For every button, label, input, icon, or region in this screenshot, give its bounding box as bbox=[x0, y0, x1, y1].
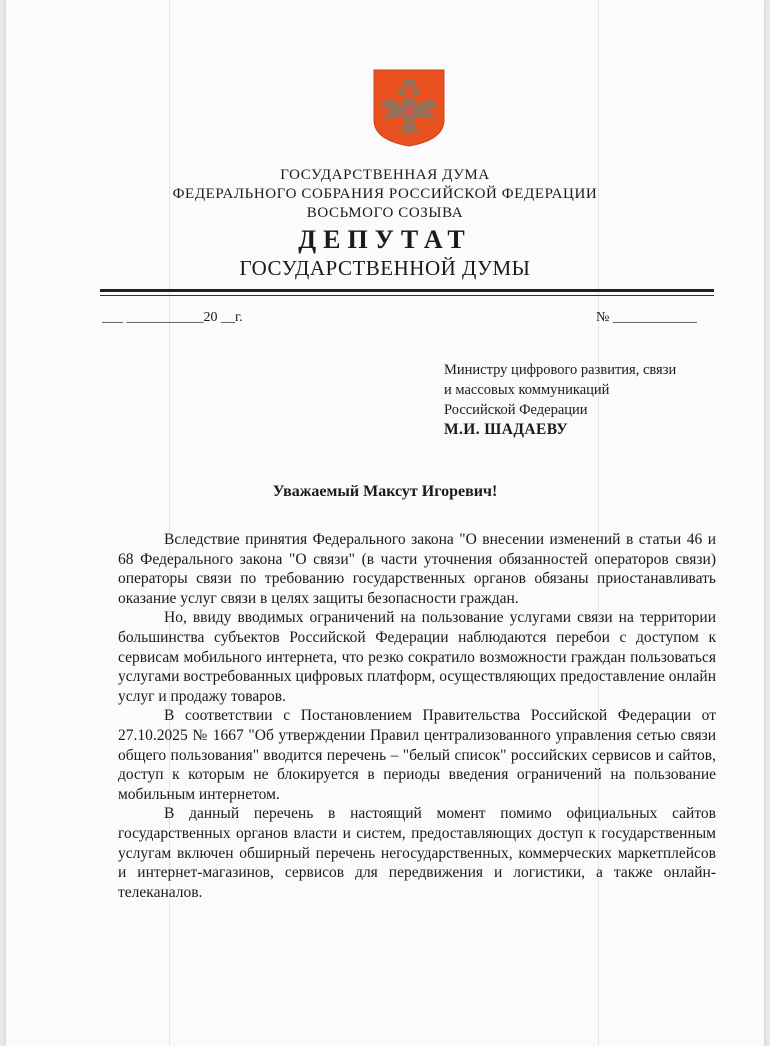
header-divider-thick bbox=[100, 289, 714, 292]
salutation: Уважаемый Максут Игоревич! bbox=[272, 483, 498, 500]
paragraph-1: Вследствие принятия Федерального закона "О внесении изменений в статьи 46 и 68 Федерального закона "О связи" (в части уточнения обязанностей операторов связи) операторы связи по требованию государственных органов обязаны приостанавливать оказание услуг связи в целях защиты безопасности граждан. bbox=[118, 531, 716, 607]
document-subtitle: ГОСУДАРСТВЕННОЙ ДУМЫ bbox=[239, 256, 531, 280]
title-block bbox=[6, 225, 764, 281]
letter-body bbox=[118, 530, 716, 902]
number-field: № ____________ bbox=[596, 310, 697, 325]
addressee-line-1: Министру цифрового развития, связи bbox=[444, 362, 677, 378]
header-line-2: ФЕДЕРАЛЬНОГО СОБРАНИЯ РОССИЙСКОЙ ФЕДЕРАЦИИ bbox=[172, 186, 598, 202]
paragraph-2: Но, ввиду вводимых ограничений на пользование услугами связи на территории большинства субъектов Российской Федерации наблюдаются перебои с доступом к сервисам мобильного интернета, что резко сократило возможности граждан пользоваться услугами востребованных цифровых платформ, осуществляющих предоставление онлайн услуг и продажу товаров. bbox=[118, 609, 716, 705]
addressee-name: М.И. ШАДАЕВУ bbox=[444, 421, 568, 438]
header bbox=[6, 166, 764, 223]
header-line-3: ВОСЬМОГО СОЗЫВА bbox=[306, 205, 464, 221]
paragraph-4: В данный перечень в настоящий момент помимо официальных сайтов государственных органов власти и систем, предоставляющих доступ к государственным услугам включен обширный перечень негосударственных, коммерческих маркетплейсов и интернет-магазинов, сервисов для передвижения и логистики, а также онлайн-телеканалов. bbox=[118, 805, 716, 901]
addressee-block bbox=[444, 360, 734, 440]
addressee-line-3: Российской Федерации bbox=[444, 402, 588, 418]
header-line-1: ГОСУДАРСТВЕННАЯ ДУМА bbox=[280, 167, 490, 183]
date-field: ___ ___________20 __г. bbox=[102, 310, 243, 325]
document-sheet bbox=[6, 0, 764, 1046]
document-title: ДЕПУТАТ bbox=[298, 225, 472, 254]
addressee-line-2: и массовых коммуникаций bbox=[444, 382, 610, 398]
paragraph-3: В соответствии с Постановлением Правительства Российской Федерации от 27.10.2025 № 1667 "Об утверждении Правил централизованного управления сетью связи общего пользования" вводится перечень – "белый список" российских сервисов и сайтов, доступ к которым не блокируется в периоды введения ограничений на пользование мобильным интернетом. bbox=[118, 707, 716, 803]
coat-of-arms-russia-icon bbox=[372, 68, 446, 148]
header-divider-thin bbox=[100, 295, 714, 296]
